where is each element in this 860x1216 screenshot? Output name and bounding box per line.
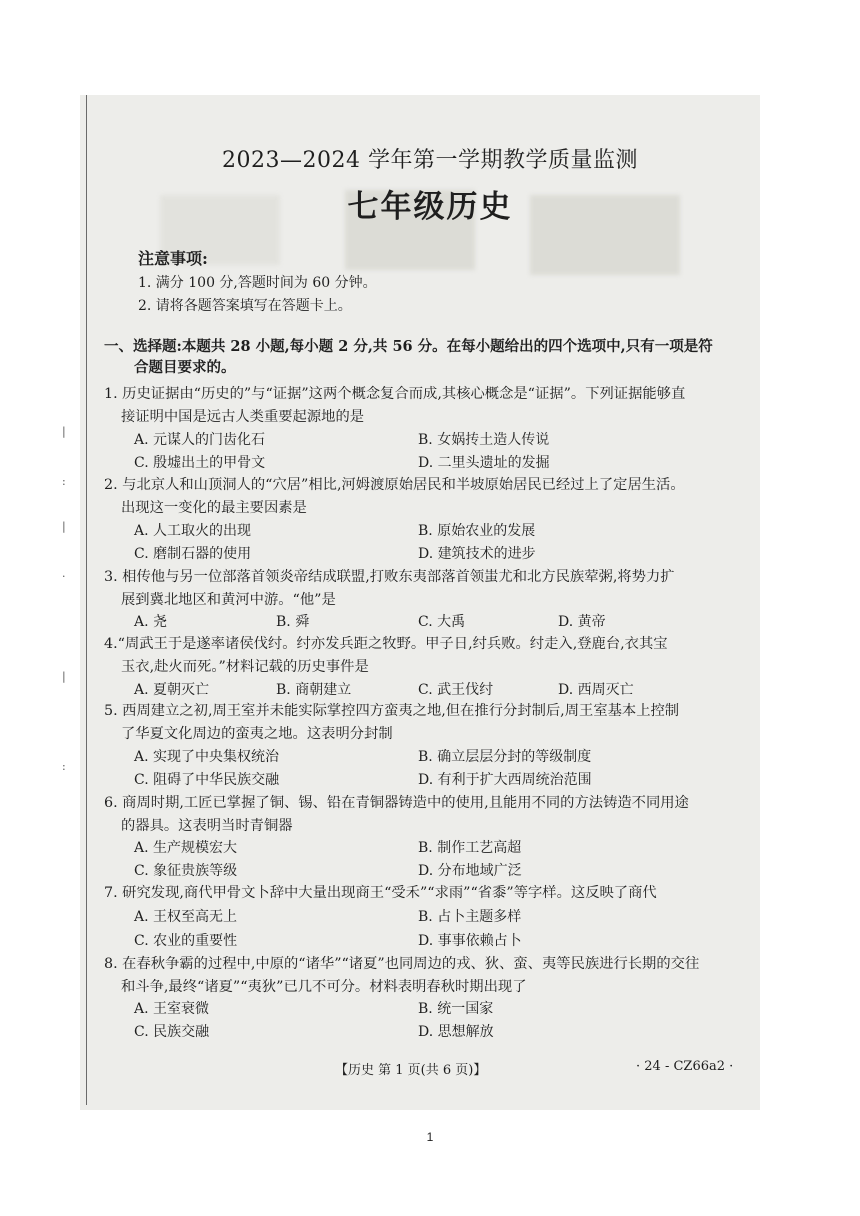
question-line: 玉衣,赴火而死。”材料记载的历史事件是 [121,659,369,675]
option-c[interactable]: C. 武王伐纣 [418,682,494,698]
question-line: 6. 商周时期,工匠已掌握了铜、锡、铅在青铜器铸造中的使用,且能用不同的方法铸造不同用途 [104,795,689,811]
question-line: 展到冀北地区和黄河中游。“他”是 [121,592,336,608]
binding-mark: | [62,425,66,438]
question-3-stem [104,566,734,612]
option-a[interactable]: A. 元谋人的门齿化石 [134,432,266,448]
question-line: 3. 相传他与另一位部落首领炎帝结成联盟,打败东夷部落首领蚩尤和北方民族荤粥,将势力扩 [104,569,675,585]
question-line: 5. 西周建立之初,周王室并未能实际掌控四方蛮夷之地,但在推行分封制后,周王室基本上控制 [104,703,680,719]
option-b[interactable]: B. 确立层层分封的等级制度 [418,749,592,765]
option-b[interactable]: B. 原始农业的发展 [418,523,536,539]
footer-code: · 24 - CZ66a2 · [636,1059,734,1074]
question-8-stem [104,953,734,999]
option-a[interactable]: A. 实现了中央集权统治 [134,749,280,765]
option-d[interactable]: D. 黄帝 [558,614,606,630]
binding-mark: : [62,475,66,488]
option-a[interactable]: A. 王室衰微 [134,1001,210,1017]
option-d[interactable]: D. 建筑技术的进步 [418,546,536,562]
option-b[interactable]: B. 舜 [276,614,310,630]
option-c[interactable]: C. 农业的重要性 [134,933,238,949]
binding-line [86,95,87,1105]
section-heading [104,336,734,378]
option-b[interactable]: B. 统一国家 [418,1001,494,1017]
option-b[interactable]: B. 制作工艺高超 [418,840,522,856]
option-c[interactable]: C. 磨制石器的使用 [134,546,252,562]
option-a[interactable]: A. 生产规模宏大 [134,840,238,856]
option-c[interactable]: C. 殷墟出土的甲骨文 [134,455,266,471]
question-7-stem [104,882,734,905]
question-line: 和斗争,最终“诸夏”“夷狄”已几不可分。材料表明春秋时期出现了 [121,979,527,995]
question-line: 4.“周武王于是遂率诸侯伐纣。纣亦发兵距之牧野。甲子日,纣兵败。纣走入,登鹿台,衣其宝 [104,636,668,652]
section-heading-line: 合题目要求的。 [134,359,236,376]
binding-mark: | [62,670,66,683]
question-4-stem [104,633,734,679]
notice-item: 2. 请将各题答案填写在答题卡上。 [138,298,352,314]
question-6-stem [104,792,734,838]
option-a[interactable]: A. 尧 [134,614,168,630]
exam-subject-title: 七年级历史 [347,189,513,225]
option-d[interactable]: D. 思想解放 [418,1024,494,1040]
question-line: 7. 研究发现,商代甲骨文卜辞中大量出现商王“受禾”“求雨”“省黍”等字样。这反映了商代 [104,885,657,901]
option-b[interactable]: B. 女娲抟土造人传说 [418,432,550,448]
section-heading-line: 一、选择题:本题共 28 小题,每小题 2 分,共 56 分。在每小题给出的四个选项中,只有一项是符 [104,338,713,355]
option-c[interactable]: C. 阻碍了中华民族交融 [134,772,280,788]
option-d[interactable]: D. 二里头遗址的发掘 [418,455,550,471]
question-2-stem [104,474,734,520]
question-1-stem [104,383,734,429]
binding-mark: : [62,760,66,773]
question-line: 2. 与北京人和山顶洞人的“穴居”相比,河姆渡原始居民和半坡原始居民已经过上了定居生活。 [104,477,685,493]
question-5-stem [104,700,734,746]
option-b[interactable]: B. 商朝建立 [276,682,352,698]
option-a[interactable]: A. 夏朝灭亡 [134,682,210,698]
option-d[interactable]: D. 分布地域广泛 [418,863,522,879]
notice-item: 1. 满分 100 分,答题时间为 60 分钟。 [138,275,377,291]
question-line: 出现这一变化的最主要因素是 [121,500,307,516]
footer-page-label: 【历史 第 1 页(共 6 页)】 [335,1063,487,1078]
binding-mark: · [62,570,66,583]
page-number: 1 [426,1130,434,1144]
exam-title: 2023—2024 学年第一学期教学质量监测 [222,148,638,173]
option-a[interactable]: A. 王权至高无上 [134,909,238,925]
question-line: 了华夏文化周边的蛮夷之地。这表明分封制 [121,726,393,742]
question-line: 1. 历史证据由“历史的”与“证据”这两个概念复合而成,其核心概念是“证据”。下列证据能够直 [104,386,686,402]
question-line: 的器具。这表明当时青铜器 [121,818,293,834]
option-d[interactable]: D. 西周灭亡 [558,682,634,698]
option-c[interactable]: C. 象征贵族等级 [134,863,238,879]
notice-heading: 注意事项: [138,249,208,268]
option-c[interactable]: C. 民族交融 [134,1024,210,1040]
option-d[interactable]: D. 事事依赖占卜 [418,933,522,949]
question-line: 8. 在春秋争霸的过程中,中原的“诸华”“诸夏”也同周边的戎、狄、蛮、夷等民族进行长期的交往 [104,956,700,972]
option-a[interactable]: A. 人工取火的出现 [134,523,252,539]
question-line: 接证明中国是远古人类重要起源地的是 [121,409,365,425]
option-d[interactable]: D. 有利于扩大西周统治范围 [418,772,592,788]
option-b[interactable]: B. 占卜主题多样 [418,909,522,925]
option-c[interactable]: C. 大禹 [418,614,466,630]
binding-mark: | [62,520,66,533]
